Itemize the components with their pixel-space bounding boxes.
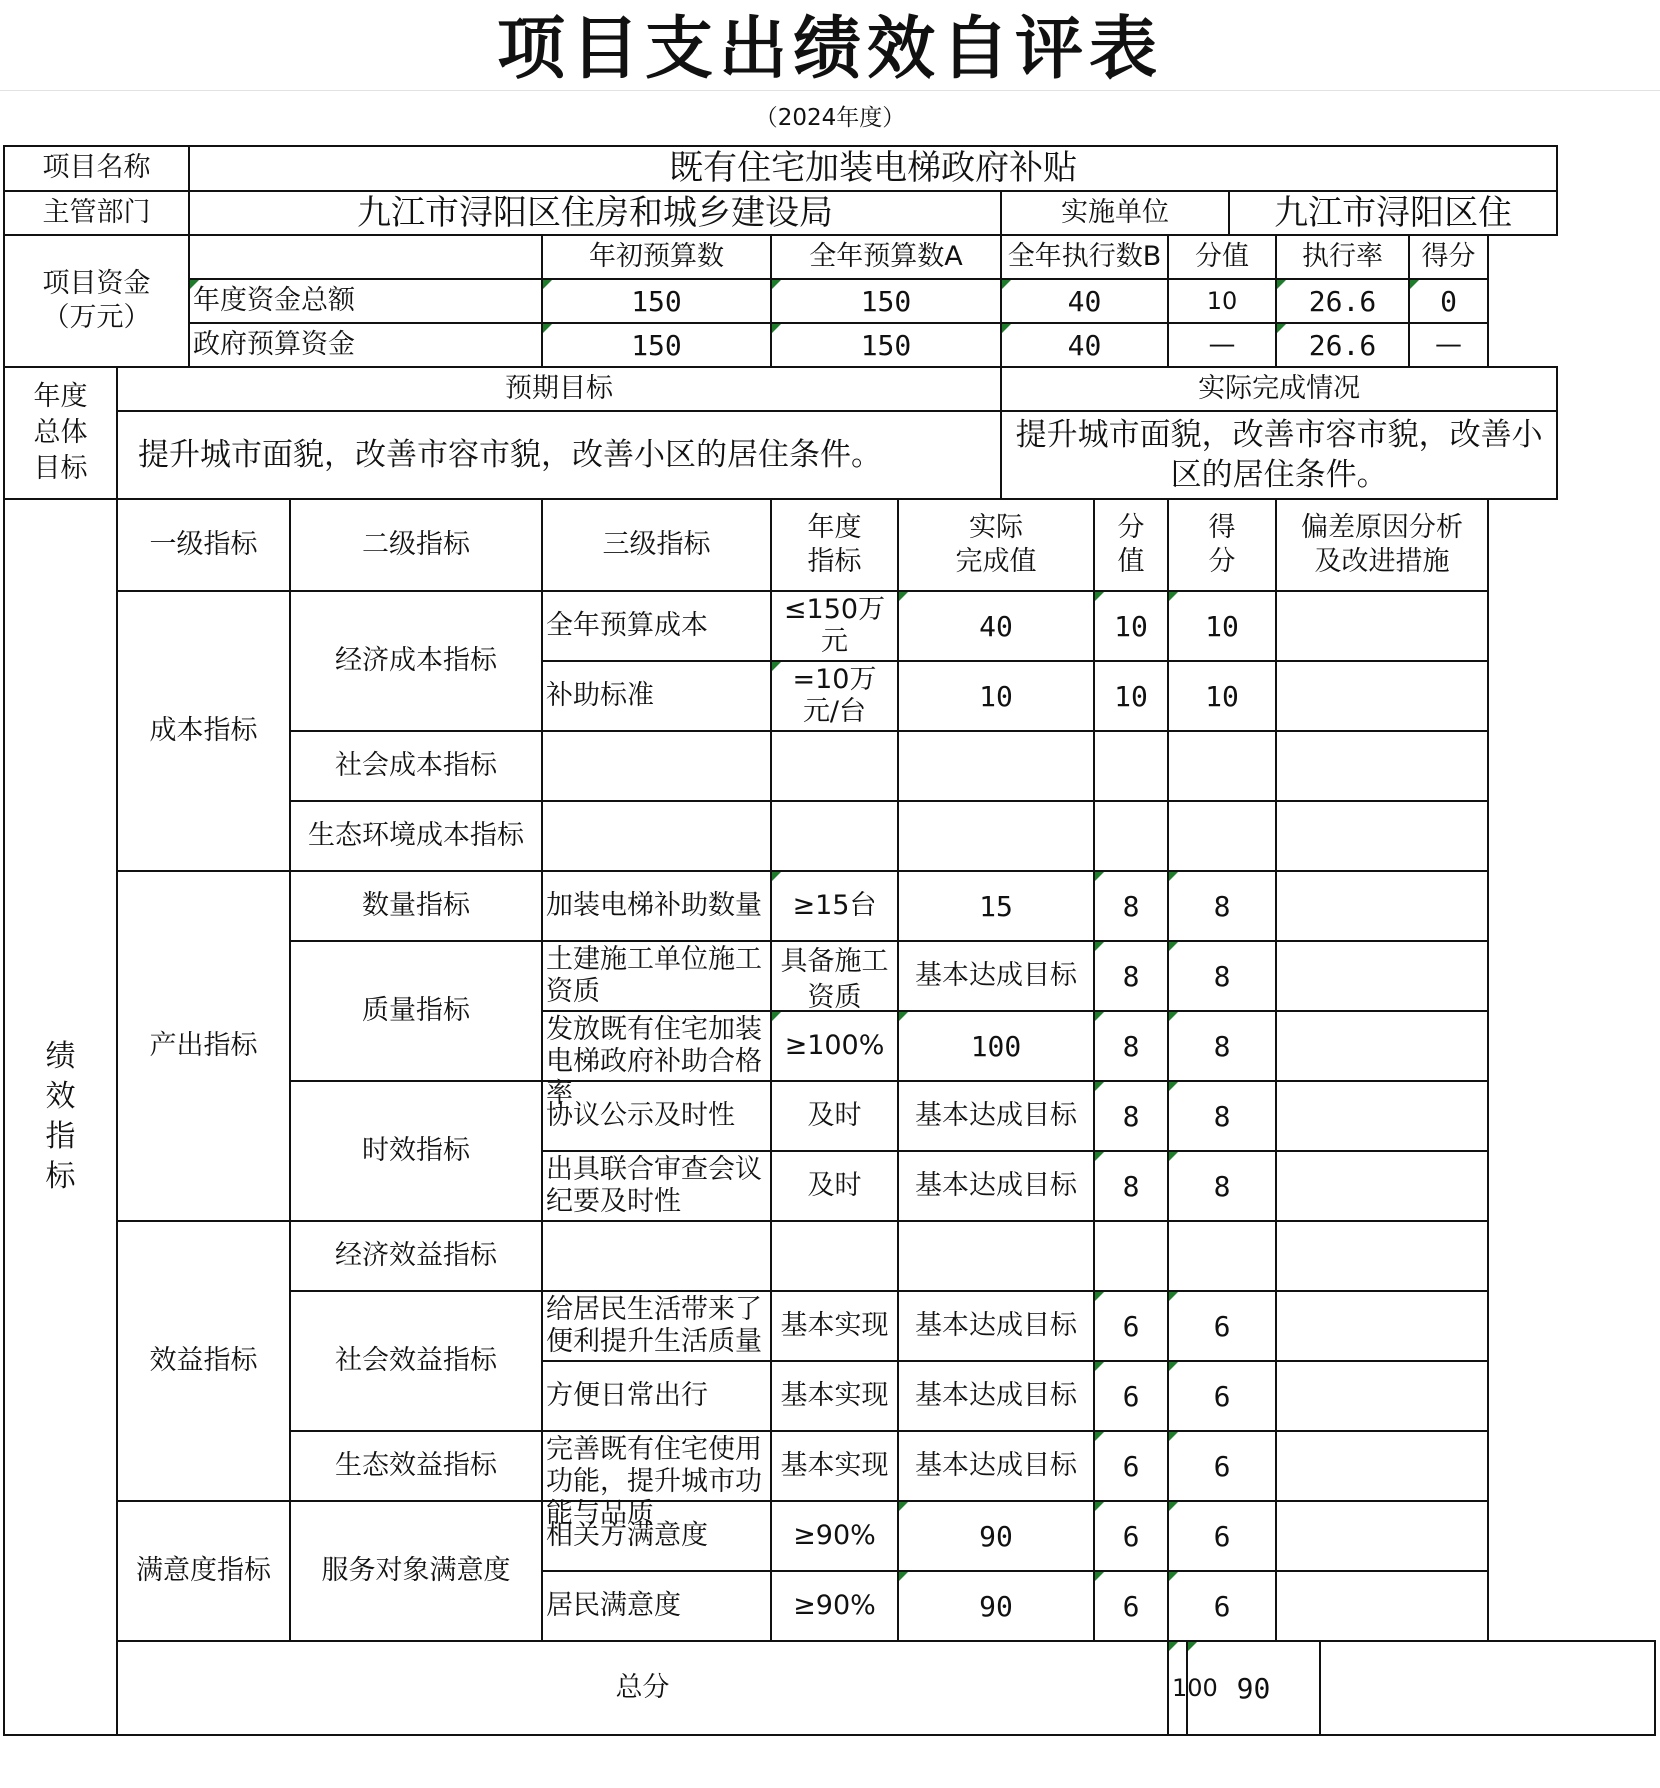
funds-row-label: 年度资金总额 — [189, 279, 542, 323]
indicator-name-text: 土建施工单位施工资质 — [546, 944, 762, 1007]
self-evaluation-table — [3, 145, 1656, 1736]
empty-cell — [771, 801, 898, 871]
empty-cell — [898, 1221, 1094, 1291]
indicator-name — [542, 1431, 771, 1529]
actual-completion-header: 实际完成情况 — [1001, 367, 1557, 411]
indicator-name — [542, 1291, 771, 1361]
indicator-score: 6 — [1168, 1571, 1276, 1641]
category-benefit: 效益指标 — [117, 1221, 290, 1501]
funds-cell-rate: 26.6 — [1276, 279, 1409, 323]
indicator-actual-text: 基本达成目标 — [915, 1310, 1077, 1341]
indicator-name — [542, 1151, 771, 1221]
indicator-analysis — [1276, 1291, 1488, 1361]
indicator-actual — [898, 1151, 1094, 1221]
funds-row-label: 政府预算资金 — [189, 323, 542, 367]
header-score-line1: 得 — [1208, 512, 1236, 544]
indicator-score: 8 — [1168, 871, 1276, 941]
indicator-name-text: 发放既有住宅加装电梯政府补助合格率 — [546, 1014, 762, 1109]
indicator-score: 6 — [1168, 1361, 1276, 1431]
indicator-name-text: 完善既有住宅使用功能，提升城市功能与品质 — [546, 1434, 762, 1529]
empty-cell — [1276, 731, 1488, 801]
indicator-actual-text: 基本达成目标 — [915, 1170, 1077, 1201]
indicator-target: ≥100% — [771, 1011, 898, 1081]
indicator-target — [771, 1431, 898, 1501]
empty-cell — [1276, 1221, 1488, 1291]
indicator-name: 相关方满意度 — [542, 1501, 771, 1571]
impl-unit-value: 九江市浔阳区住 — [1229, 191, 1557, 236]
indicator-actual — [898, 1431, 1094, 1501]
dept-value: 九江市浔阳区住房和城乡建设局 — [189, 191, 1001, 236]
impl-unit-label: 实施单位 — [1001, 191, 1229, 236]
empty-cell — [1094, 731, 1168, 801]
indicator-analysis — [1276, 1361, 1488, 1431]
indicator-analysis — [1276, 1151, 1488, 1221]
year-subtitle: （2024年度） — [754, 105, 906, 131]
project-name-label: 项目名称 — [4, 146, 189, 191]
empty-cell — [1276, 801, 1488, 871]
indicator-name — [542, 941, 771, 1011]
header-analysis-line2: 及改进措施 — [1314, 546, 1450, 577]
funds-cell-score-value: 10 — [1168, 279, 1276, 323]
subcategory-service-satisfaction: 服务对象满意度 — [290, 1501, 542, 1641]
indicator-actual: 40 — [898, 591, 1094, 661]
header-exec-rate: 执行率 — [1276, 235, 1409, 279]
indicator-actual-text: 基本达成目标 — [915, 1380, 1077, 1411]
empty-cell — [1094, 801, 1168, 871]
subcategory-econ-cost: 经济成本指标 — [290, 591, 542, 731]
header-score-value: 分值 — [1168, 235, 1276, 279]
goals-label-line3: 目标 — [33, 453, 88, 484]
funds-label-line2: （万元） — [42, 302, 151, 333]
indicator-score: 8 — [1168, 941, 1276, 1011]
indicator-analysis — [1276, 871, 1488, 941]
empty-cell — [898, 801, 1094, 871]
indicator-name: 居民满意度 — [542, 1571, 771, 1641]
funds-cell-initial: 150 — [542, 279, 771, 323]
indicator-actual: 90 — [898, 1501, 1094, 1571]
project-name-value: 既有住宅加装电梯政府补贴 — [189, 146, 1557, 191]
header-target-line2: 指标 — [807, 546, 862, 577]
funds-cell-initial: 150 — [542, 323, 771, 367]
category-output: 产出指标 — [117, 871, 290, 1221]
header-actual-line1: 实际 — [969, 512, 1023, 544]
indicator-target-text: 具备施工资质 — [780, 946, 889, 1013]
indicator-value: 6 — [1094, 1291, 1168, 1361]
category-satisfaction: 满意度指标 — [117, 1501, 290, 1641]
indicator-actual-text: 基本达成目标 — [915, 1100, 1077, 1131]
goals-label-line2: 总体 — [33, 417, 88, 448]
indicator-value: 6 — [1094, 1431, 1168, 1501]
indicator-actual-text: 基本达成目标 — [915, 960, 1077, 991]
header-executed: 全年执行数B — [1001, 235, 1168, 279]
funds-cell-rate: 26.6 — [1276, 323, 1409, 367]
perf-char: 标 — [45, 1159, 76, 1194]
funds-header-blank — [189, 235, 542, 279]
empty-cell — [1168, 731, 1276, 801]
header-score-line2: 分 — [1208, 546, 1236, 577]
header-deviation-analysis — [1276, 499, 1488, 591]
indicator-target — [771, 941, 898, 1011]
indicator-actual — [898, 1361, 1094, 1431]
goals-label-line1: 年度 — [33, 381, 88, 412]
expected-goal-header: 预期目标 — [117, 367, 1001, 411]
indicator-target-text: 基本实现 — [780, 1380, 889, 1411]
indicator-actual: 15 — [898, 871, 1094, 941]
header-level3: 三级指标 — [542, 499, 771, 591]
indicator-score: 6 — [1168, 1501, 1276, 1571]
indicator-name — [542, 1011, 771, 1109]
total-score: 90 — [1187, 1641, 1320, 1735]
empty-cell — [542, 731, 771, 801]
subcategory-quantity: 数量指标 — [290, 871, 542, 941]
page-title: 项目支出绩效自评表 — [0, 0, 1660, 91]
indicator-score: 6 — [1168, 1431, 1276, 1501]
indicator-analysis — [1276, 1011, 1488, 1081]
empty-cell — [542, 801, 771, 871]
funds-label — [4, 235, 189, 367]
subcategory-eco-benefit: 生态效益指标 — [290, 1431, 542, 1501]
header-annual-budget: 全年预算数A — [771, 235, 1001, 279]
empty-cell — [771, 1221, 898, 1291]
header-score-col — [1168, 499, 1276, 591]
subcategory-eco-cost: 生态环境成本指标 — [290, 801, 542, 871]
total-value: 100 — [1168, 1641, 1187, 1735]
indicator-name: 全年预算成本 — [542, 591, 771, 661]
indicator-target: ≥90% — [771, 1501, 898, 1571]
indicator-value: 10 — [1094, 591, 1168, 661]
indicator-analysis — [1276, 591, 1488, 661]
indicator-target: ≥90% — [771, 1571, 898, 1641]
header-actual-value — [898, 499, 1094, 591]
funds-cell-executed: 40 — [1001, 323, 1168, 367]
indicator-value: 8 — [1094, 1011, 1168, 1081]
expected-goal-text: 提升城市面貌，改善市容市貌，改善小区的居住条件。 — [117, 411, 1001, 499]
perf-char: 绩 — [45, 1039, 76, 1074]
perf-char: 效 — [45, 1079, 76, 1114]
total-label: 总分 — [117, 1641, 1168, 1735]
indicator-analysis — [1276, 941, 1488, 1011]
subcategory-social-benefit: 社会效益指标 — [290, 1291, 542, 1431]
indicator-actual: 100 — [898, 1011, 1094, 1081]
header-value-line1: 分 — [1117, 512, 1145, 544]
indicator-name: 补助标准 — [542, 661, 771, 731]
header-initial-budget: 年初预算数 — [542, 235, 771, 279]
indicator-target: 及时 — [771, 1151, 898, 1221]
indicator-value: 8 — [1094, 871, 1168, 941]
indicator-score: 8 — [1168, 1081, 1276, 1151]
indicator-target-text: 基本实现 — [780, 1310, 889, 1341]
indicator-value: 10 — [1094, 661, 1168, 731]
indicator-value: 8 — [1094, 941, 1168, 1011]
indicator-name: 方便日常出行 — [542, 1361, 771, 1431]
indicator-analysis — [1276, 1571, 1488, 1641]
indicator-target — [771, 591, 898, 661]
indicator-actual-text: 基本达成目标 — [915, 1450, 1077, 1481]
header-annual-target — [771, 499, 898, 591]
indicator-score: 8 — [1168, 1151, 1276, 1221]
indicator-actual — [898, 941, 1094, 1011]
indicator-name: 协议公示及时性 — [542, 1081, 771, 1151]
actual-completion-text: 提升城市面貌，改善市容市貌，改善小区的居住条件。 — [1001, 411, 1557, 499]
empty-cell — [542, 1221, 771, 1291]
dept-label: 主管部门 — [4, 191, 189, 236]
header-value — [1094, 499, 1168, 591]
indicator-analysis — [1276, 661, 1488, 731]
funds-label-line1: 项目资金 — [42, 268, 151, 300]
indicator-score: 10 — [1168, 591, 1276, 661]
funds-cell-score: 0 — [1409, 279, 1488, 323]
indicator-value: 6 — [1094, 1571, 1168, 1641]
indicator-analysis — [1276, 1081, 1488, 1151]
funds-cell-annual: 150 — [771, 323, 1001, 367]
total-analysis — [1320, 1641, 1655, 1735]
header-score: 得分 — [1409, 235, 1488, 279]
indicator-score: 10 — [1168, 661, 1276, 731]
indicator-actual — [898, 1291, 1094, 1361]
indicator-name: 加装电梯补助数量 — [542, 871, 771, 941]
indicator-score: 6 — [1168, 1291, 1276, 1361]
header-value-line2: 值 — [1117, 546, 1145, 577]
indicator-value: 6 — [1094, 1501, 1168, 1571]
indicator-target: 及时 — [771, 1081, 898, 1151]
indicator-value: 6 — [1094, 1361, 1168, 1431]
header-target-line1: 年度 — [807, 512, 862, 544]
indicator-target: ≥15台 — [771, 871, 898, 941]
indicator-value: 8 — [1094, 1081, 1168, 1151]
indicator-analysis — [1276, 1431, 1488, 1501]
goals-label — [4, 367, 117, 499]
funds-cell-score: — — [1409, 323, 1488, 367]
funds-cell-score-value: — — [1168, 323, 1276, 367]
subcategory-timeliness: 时效指标 — [290, 1081, 542, 1221]
indicator-actual: 10 — [898, 661, 1094, 731]
funds-cell-executed: 40 — [1001, 279, 1168, 323]
category-cost: 成本指标 — [117, 591, 290, 871]
subcategory-social-cost: 社会成本指标 — [290, 731, 542, 801]
indicator-analysis — [1276, 1501, 1488, 1571]
indicator-actual: 90 — [898, 1571, 1094, 1641]
empty-cell — [1168, 801, 1276, 871]
empty-cell — [1094, 1221, 1168, 1291]
empty-cell — [1168, 1221, 1276, 1291]
header-analysis-line1: 偏差原因分析 — [1301, 512, 1463, 544]
indicator-target — [771, 1291, 898, 1361]
empty-cell — [771, 731, 898, 801]
indicator-target-text: 基本实现 — [780, 1450, 889, 1481]
performance-indicator-label — [4, 499, 117, 1735]
header-level2: 二级指标 — [290, 499, 542, 591]
funds-cell-annual: 150 — [771, 279, 1001, 323]
perf-char: 指 — [45, 1119, 76, 1154]
indicator-name-text: 出具联合审查会议纪要及时性 — [546, 1154, 762, 1217]
indicator-target-text: =10万元/台 — [792, 664, 877, 727]
indicator-score: 8 — [1168, 1011, 1276, 1081]
header-actual-line2: 完成值 — [955, 546, 1037, 577]
subcategory-quality: 质量指标 — [290, 941, 542, 1081]
indicator-actual — [898, 1081, 1094, 1151]
indicator-target — [771, 1361, 898, 1431]
header-level1: 一级指标 — [117, 499, 290, 591]
indicator-name-text: 给居民生活带来了便利提升生活质量 — [546, 1294, 762, 1357]
indicator-target-text: ≤150万元 — [783, 594, 886, 657]
empty-cell — [898, 731, 1094, 801]
subcategory-econ-benefit: 经济效益指标 — [290, 1221, 542, 1291]
indicator-target — [771, 661, 898, 731]
indicator-value: 8 — [1094, 1151, 1168, 1221]
